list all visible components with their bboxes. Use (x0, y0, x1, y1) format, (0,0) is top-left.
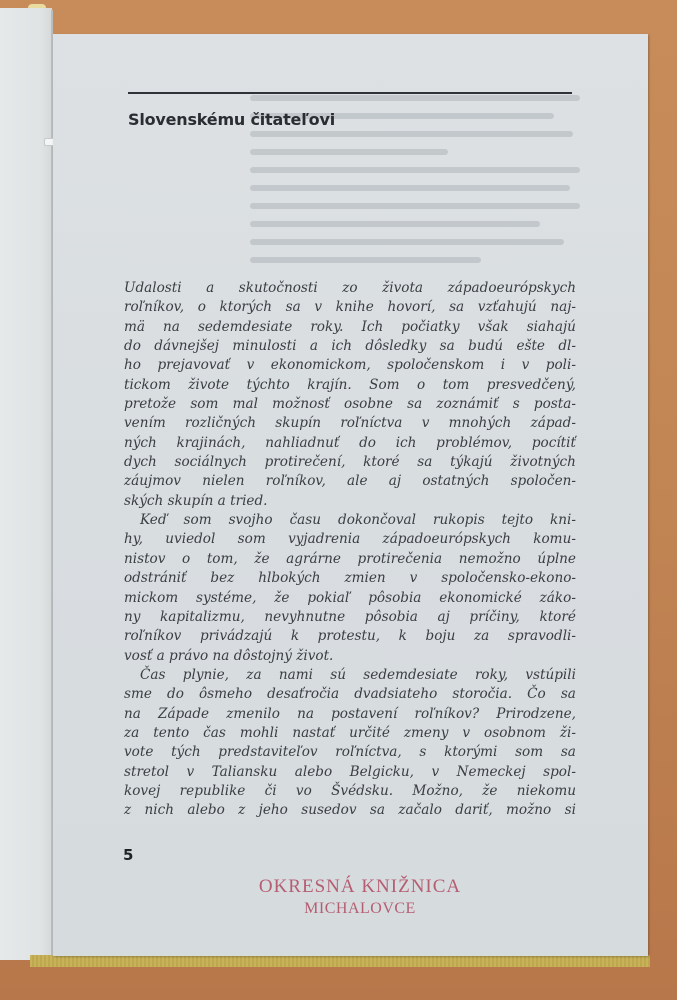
stamp-line-1: OKRESNÁ KNIŽNICA (258, 876, 462, 897)
text-line: ských skupín a tried. (124, 492, 268, 509)
text-line: z nich alebo z jeho susedov sa začalo dariť, možno si (124, 802, 576, 819)
text-line: vením rozličných skupín roľníctva v mnohých západ- (124, 415, 576, 432)
text-line: mickom systéme, že pokiaľ pôsobia ekonomické záko- (124, 589, 576, 606)
text-line: roľníkov, o ktorých sa v knihe hovorí, sa vzťahujú naj- (124, 299, 576, 316)
page-number: 5 (123, 846, 134, 864)
text-line: pretože som mal možnosť osobne sa zoznámiť s posta- (124, 396, 576, 413)
text-line: stretol v Taliansku alebo Belgicku, v Nemeckej spol- (124, 763, 576, 780)
page-block-edge (30, 955, 650, 967)
text-line: mä na sedemdesiate roky. Ich počiatky však siahajú (124, 318, 576, 335)
text-line: ných krajinách, nahliadnuť do ich problémov, pocítiť (124, 434, 576, 451)
text-line: do dávnejšej minulosti a ich dôsledky sa budú ešte dl- (124, 338, 576, 355)
text-line: vote tých predstaviteľov roľníctva, s ktorými som sa (124, 744, 576, 761)
text-line: sme do ôsmeho desaťročia dvadsiateho storočia. Čo sa (124, 686, 576, 703)
text-line: na Západe zmenilo na postavení roľníkov? Prirodzene, (124, 705, 576, 722)
stamp-line-2: MICHALOVCE (304, 900, 416, 917)
text-line: ho prejavovať v ekonomickom, spoločenskom i v poli- (124, 357, 576, 374)
heading-rule (128, 92, 572, 94)
text-line: roľníkov privádzajú k protestu, k boju za spravodli- (124, 628, 576, 645)
text-line: vosť a právo na dôstojný život. (124, 647, 334, 664)
left-page-edge (0, 8, 52, 960)
text-line: za tento čas mohli nastať určité zmeny v osobnom ži- (124, 724, 576, 741)
text-line: nistov o tom, že agrárne protirečenia nemožno úplne (124, 550, 576, 567)
text-line: hy, uviedol som vyjadrenia západoeurópskych komu- (124, 531, 576, 548)
text-line: odstrániť bez hlbokých zmien v spoločensko-ekono- (124, 570, 576, 587)
text-line: kovej republike či vo Švédsku. Možno, že niekomu (124, 782, 576, 799)
library-stamp (248, 876, 472, 918)
body-text (124, 279, 576, 821)
text-line: dych sociálnych protirečení, ktoré sa týkajú životných (124, 454, 576, 471)
text-line: Čas plynie, za nami sú sedemdesiate roky, vstúpili (140, 666, 576, 683)
text-line: záujmov nielen roľníkov, ale aj ostatných spoločen- (124, 473, 576, 490)
text-line: Udalosti a skutočnosti zo života západoeurópskych (124, 280, 576, 296)
text-line: ny kapitalizmu, nevyhnutne pôsobia aj príčiny, ktoré (124, 608, 576, 625)
text-line: Keď som svojho času dokončoval rukopis tejto kni- (140, 512, 576, 529)
chapter-heading: Slovenskému čitateľovi (128, 110, 335, 129)
text-line: tickom živote týchto krajín. Som o tom presvedčený, (124, 376, 576, 393)
